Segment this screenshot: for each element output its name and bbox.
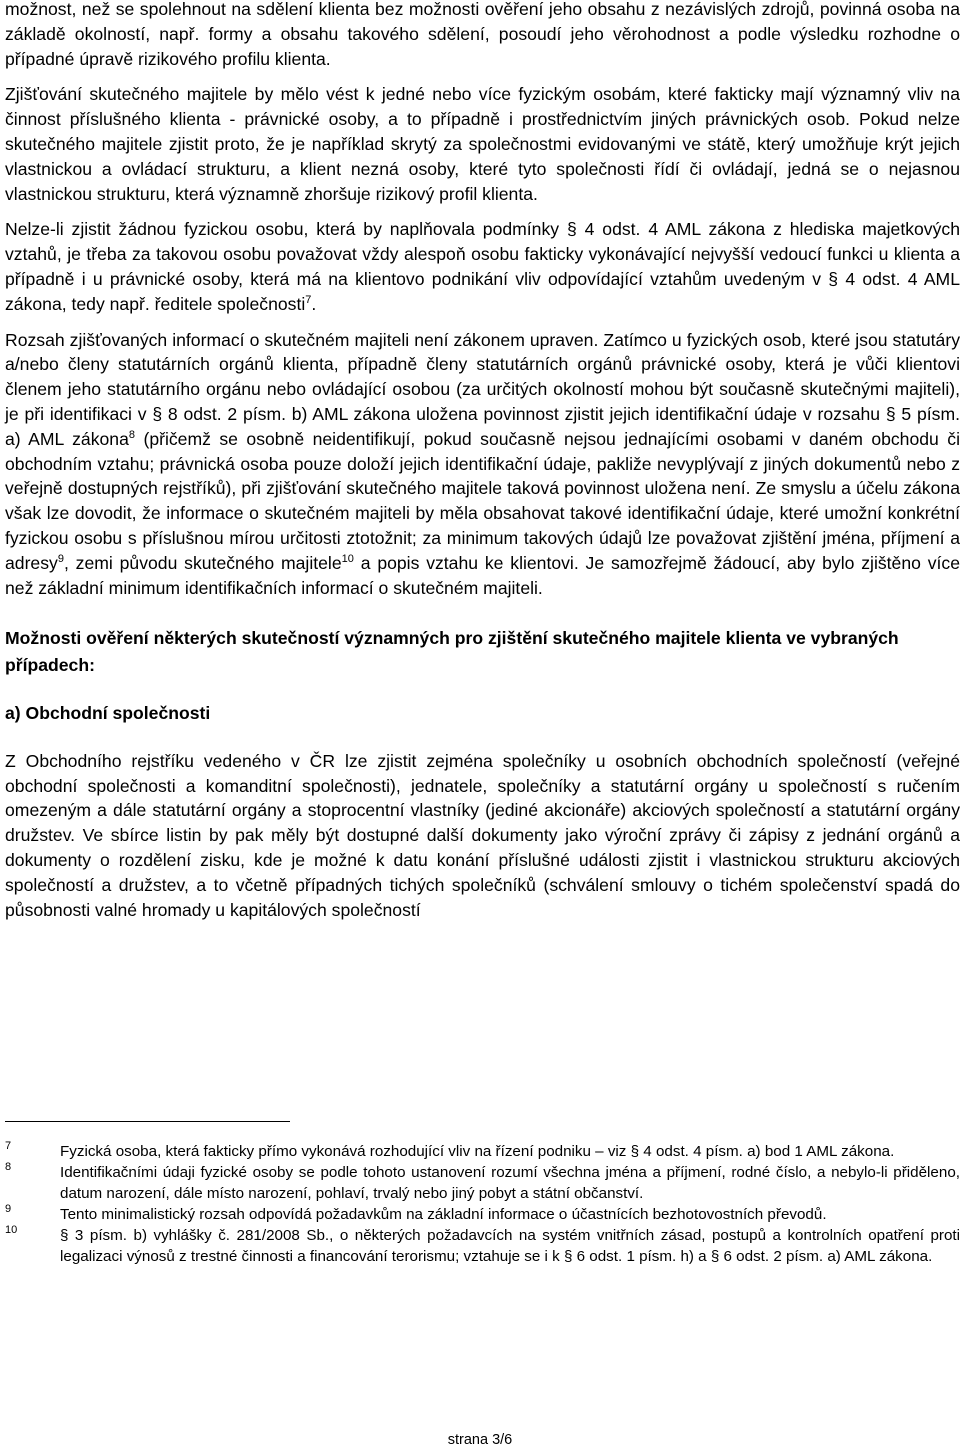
paragraph-commercial-register [5,749,960,923]
paragraph-text: Rozsah zjišťovaných informací o skutečném majiteli není zákonem upraven. Zatímco u fyzických osob, které jsou statutáry a/nebo členy statutárních orgánů klienta, případně členy statutárních orgánů právnické osoby, která je vůči klientovi členem jeho statutárního orgánu nebo ovládající osobou (za určitých okolností mohou být současně skutečnými majiteli), je při identifikaci v § 8 odst. 2 písm. b) AML zákona uložena povinnost zjistit jejich identifikační údaje v rozsahu § 5 písm. a) AML zákona [5,329,960,449]
footnote-7 [5,1141,960,1162]
paragraph-beneficial-owner [5,82,960,206]
footnote-text: Tento minimalistický rozsah odpovídá požadavkům na základní informace o účastnících bezhotovostních převodů. [60,1206,827,1223]
footnote-ref-7[interactable]: 7 [305,293,312,306]
footnote-number: 10 [5,1224,18,1236]
footnote-10 [5,1225,960,1267]
paragraph-text: možnost, než se spolehnout na sdělení klienta bez možnosti ověření jeho obsahu z nezávislých zdrojů, povinná osoba na základě okolností, např. formy a obsahu takového sdělení, posoudí jeho věrohodnost a podle výsledku rozhodne o případné úpravě rizikového profilu klienta. [5,0,960,69]
paragraph-text: a popis vztahu ke klientovi. Je samozřejmě žádoucí, aby bylo zjištěno více než základní minimum identifikačních informací o skutečném majiteli. [5,552,960,598]
footnote-text: Identifikačními údaji fyzické osoby se podle tohoto ustanovení rozumí všechna jména a příjmení, rodné číslo, a nebylo-li přiděleno, datum narození, dále místo narození, pohlaví, trvalý nebo jiný pobyt a státní občanství. [60,1164,960,1202]
footnote-number: 8 [5,1161,12,1173]
footnote-ref-8[interactable]: 8 [128,428,135,441]
section-heading: Možnosti ověření některých skutečností významných pro zjištění skutečného majitele klienta ve vybraných případech: [5,628,899,675]
footnote-number: 9 [5,1203,12,1215]
footnote-ref-10[interactable]: 10 [341,552,354,565]
paragraph-text: (přičemž se osobně neidentifikují, pokud současně nejsou jednajícími osobami v daném obchodu či obchodním vztahu; právnická osoba pouze doloží jejich identifikační údaje, pakliže nevyplývají z jiných dokumentů nebo z veřejně dostupných rejstříků), při zjišťování skutečného majitele taková povinnost uložena není. Ze smyslu a účelu zákona však lze dovodit, že informace o skutečném majiteli by měla obsahovat takové identifikační údaje, které umožní konkrétní fyzickou osobu s příslušnou mírou určitosti ztotožnit; za minimum takových údajů lze považovat zjištění jména, příjmení a adresy [5,428,960,573]
footnote-ref-9[interactable]: 9 [57,552,64,565]
document-page [5,0,960,922]
paragraph-text: Z Obchodního rejstříku vedeného v ČR lze zjistit zejména společníky u osobních obchodních společností (veřejné obchodní společnosti a komanditní společnosti), jednatele, společníky a statutární orgány u společností s ručením omezeným a dále statutární orgány a stoprocentní vlastníky (jediné akcionáře) akciových společností a statutární orgány družstev. Ve sbírce listin by pak měly být dostupné další dokumenty jako výroční zprávy či zápisy z jednání orgánů a dokumenty o rozdělení zisku, kde je možné k datu konání příslušné události zjistit i vlastnickou strukturu akciových společností a družstev, a to včetně případných tichých společníků (schválení smlouvy o tichém společenství spadá do působnosti valné hromady u kapitálových společností [5,750,960,920]
footnote-text: Fyzická osoba, která fakticky přímo vykonává rozhodující vliv na řízení podniku – viz § 4 odst. 4 písm. a) bod 1 AML zákona. [60,1143,895,1160]
subsection-heading: a) Obchodní společnosti [5,703,211,724]
page-number: strana 3/6 [447,1432,513,1448]
footnote-number: 7 [5,1140,12,1152]
paragraph-text: Zjišťování skutečného majitele by mělo vést k jedné nebo více fyzickým osobám, které fakticky mají významný vliv na činnost příslušného klienta - právnické osoby, a to případně i prostřednictvím jiných právnických osob. Pokud nelze skutečného majitele zjistit proto, že je například skrytý za společnostmi evidovanými ve státě, který umožňuje krýt jejich vlastnickou a ovládací strukturu, a klient nezná osoby, které tyto společnosti řídí či ovládají, jedná se o nejasnou vlastnickou strukturu, která významně zhoršuje rizikový profil klienta. [5,84,960,204]
paragraph-text: Nelze-li zjistit žádnou fyzickou osobu, která by naplňovala podmínky § 4 odst. 4 AML zákona z hlediska majetkových vztahů, je třeba za takovou osobu považovat vždy alespoň osobu fakticky vykonávající nejvyšší vedoucí funkci u klienta a případně i u právnické osoby, která má na klientovo podnikání vliv odpovídající vztahům uvedeným v § 4 odst. 4 AML zákona, tedy např. ředitele společnosti [5,219,960,314]
footnote-8 [5,1162,960,1204]
paragraph-no-natural-person [5,217,960,316]
paragraph-text: , zemi původu skutečného majitele [63,552,342,573]
footnote-separator [5,1121,290,1122]
footnote-9 [5,1204,960,1225]
paragraph-scope [5,328,960,601]
paragraph-text: . [311,293,317,314]
footnotes [5,1141,960,1267]
footnote-text: § 3 písm. b) vyhlášky č. 281/2008 Sb., o některých požadavcích na systém vnitřních zásad, postupů a kontrolních opatření proti legalizaci výnosů z trestné činnosti a financování terorismu; vztahuje se i k § 6 odst. 1 písm. h) a § 6 odst. 2 písm. a) AML zákona. [60,1227,960,1265]
paragraph-intro [5,0,960,71]
